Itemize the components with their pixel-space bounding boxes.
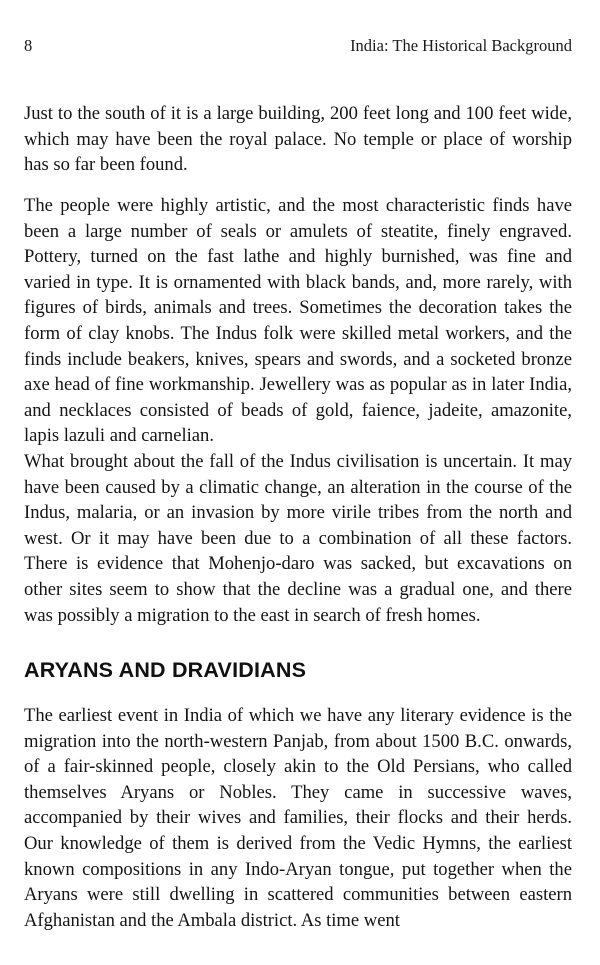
paragraph-fall-of-indus: What brought about the fall of the Indus civilisation is uncertain. It may have been caused by a climatic change, an alteration in the course of the Indus, malaria, or an invasion by more virile tribes from the north and west. Or it may have been due to a combination of all these factors. There is evidence that Mohenjo-daro was sacked, but excavations on other sites seem to show that the decline was a gradual one, and there was possibly a migration to the east in search of fresh homes. <box>24 451 572 626</box>
page-number: 8 <box>24 36 33 55</box>
paragraph-palace: Just to the south of it is a large building, 200 feet long and 100 feet wide, which may have been the royal palace. No temple or place of worship has so far been found. <box>24 103 572 176</box>
running-title: India: The Historical Background <box>350 36 572 55</box>
paragraph-aryans: The earliest event in India of which we have any literary evidence is the migration into the north-western Panjab, from about 1500 B.C. onwards, of a fair-skinned people, closely akin to the Old Persians, who called themselves Aryans or Nobles. They came in successive waves, accompanied by their wives and families, their flocks and their herds. Our knowledge of them is derived from the Vedic Hymns, the earliest known compositions in any Indo-Aryan tongue, put together when the Aryans were still dwelling in scattered communities between eastern Afghanistan and the Ambala district. As time went <box>24 705 572 931</box>
paragraph-artistic-finds: The people were highly artistic, and the most characteristic finds have been a large number of seals or amulets of steatite, finely engraved. Pottery, turned on the fast lathe and highly burnished, was fine and varied in type. It is ornamented with black bands, and, more rarely, with figures of birds, animals and trees. Sometimes the decoration takes the form of clay knobs. The Indus folk were skilled metal workers, and the finds include beakers, knives, spears and swords, and a socketed bronze axe head of fine workmanship. Jewellery was as popular as in later India, and necklaces consisted of beads of gold, faience, jadeite, amazonite, lapis lazuli and carnelian. <box>24 195 572 447</box>
section-body <box>24 703 572 953</box>
running-header <box>24 36 572 60</box>
section-heading: ARYANS AND DRAVIDIANS <box>24 658 307 682</box>
body-text-block <box>24 101 572 641</box>
